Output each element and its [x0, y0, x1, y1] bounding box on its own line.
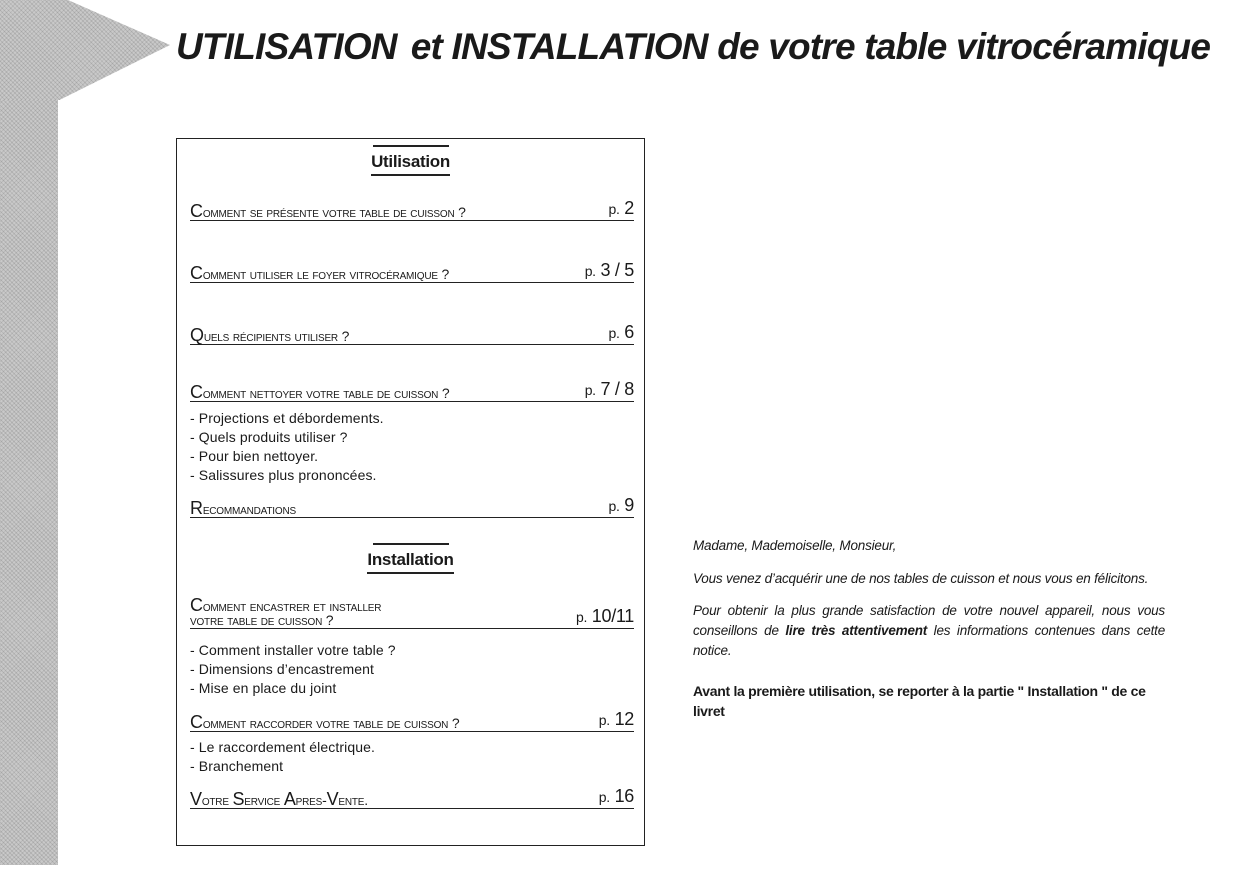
list-item: - Le raccordement électrique. [190, 739, 375, 755]
page-number: p. 9 [608, 495, 634, 515]
raccorder-subitems [190, 738, 375, 776]
page-number: p. 12 [598, 709, 634, 729]
nettoyer-subitems [190, 409, 384, 485]
page-number: p. 10/11 [576, 606, 634, 626]
list-item: - Comment installer votre table ? [190, 642, 396, 658]
utilisation-section-heading [177, 145, 644, 176]
toc-entry-presentation[interactable]: Comment se présente votre table de cuisson ? p. 2 [190, 198, 634, 221]
page-number: p. 2 [608, 198, 634, 218]
toc-entry-recipients[interactable]: Quels récipients utiliser ? p. 6 [190, 322, 634, 345]
decorative-arrow [0, 0, 170, 100]
toc-entry-recommandations[interactable]: Recommandations p. 9 [190, 495, 634, 518]
list-item: - Pour bien nettoyer. [190, 448, 319, 464]
installation-section-heading [177, 543, 644, 574]
page-title-part2: et INSTALLATION de votre table vitrocéramique [410, 26, 1211, 67]
toc-entry-raccorder[interactable]: Comment raccorder votre table de cuisson ? p. 12 [190, 709, 634, 732]
page-number: p. 7 / 8 [584, 379, 634, 399]
toc-entry-foyer[interactable]: Comment utiliser le foyer vitrocéramique ? p. 3 / 5 [190, 260, 634, 283]
emphasis-text: lire très attentivement [785, 623, 928, 638]
list-item: - Dimensions d’encastrement [190, 661, 374, 677]
installation-notice: Avant la première utilisation, se reporter à la partie " Installation " de ce livret [693, 683, 1146, 719]
letter-greeting: Madame, Mademoiselle, Monsieur, [693, 538, 897, 553]
toc-entry-encastrer[interactable]: Comment encastrer et installer votre table de cuisson ? p. 10/11 [190, 595, 634, 628]
installation-heading-label: Installation [367, 550, 453, 574]
list-item: - Mise en place du joint [190, 680, 337, 696]
toc-entry-service[interactable]: Votre Service Apres-Vente. p. 16 [190, 786, 634, 809]
list-item: - Projections et débordements. [190, 410, 384, 426]
installer-subitems [190, 641, 396, 698]
toc-entry-nettoyer[interactable]: Comment nettoyer votre table de cuisson ? p. 7 / 8 [190, 379, 634, 402]
list-item: - Salissures plus prononcées. [190, 467, 377, 483]
table-of-contents [176, 138, 645, 846]
page-number: p. 16 [598, 786, 634, 806]
letter-paragraph-1: Vous venez d’acquérir une de nos tables de cuisson et nous vous en félicitons. [693, 571, 1149, 586]
letter-paragraph-2: Pour obtenir la plus grande satisfaction de votre nouvel appareil, nous vous conseillons de lire très attentivement les informations contenues dans cette notice. [693, 603, 1165, 658]
page-title [176, 26, 1210, 68]
list-item: - Branchement [190, 758, 284, 774]
page-number: p. 6 [608, 322, 634, 342]
page-number: p. 3 / 5 [584, 260, 634, 280]
list-item: - Quels produits utiliser ? [190, 429, 348, 445]
decorative-side-band [0, 0, 58, 865]
welcome-letter [693, 536, 1165, 721]
utilisation-heading-label: Utilisation [371, 152, 450, 176]
page-title-part1: UTILISATION [176, 26, 397, 67]
